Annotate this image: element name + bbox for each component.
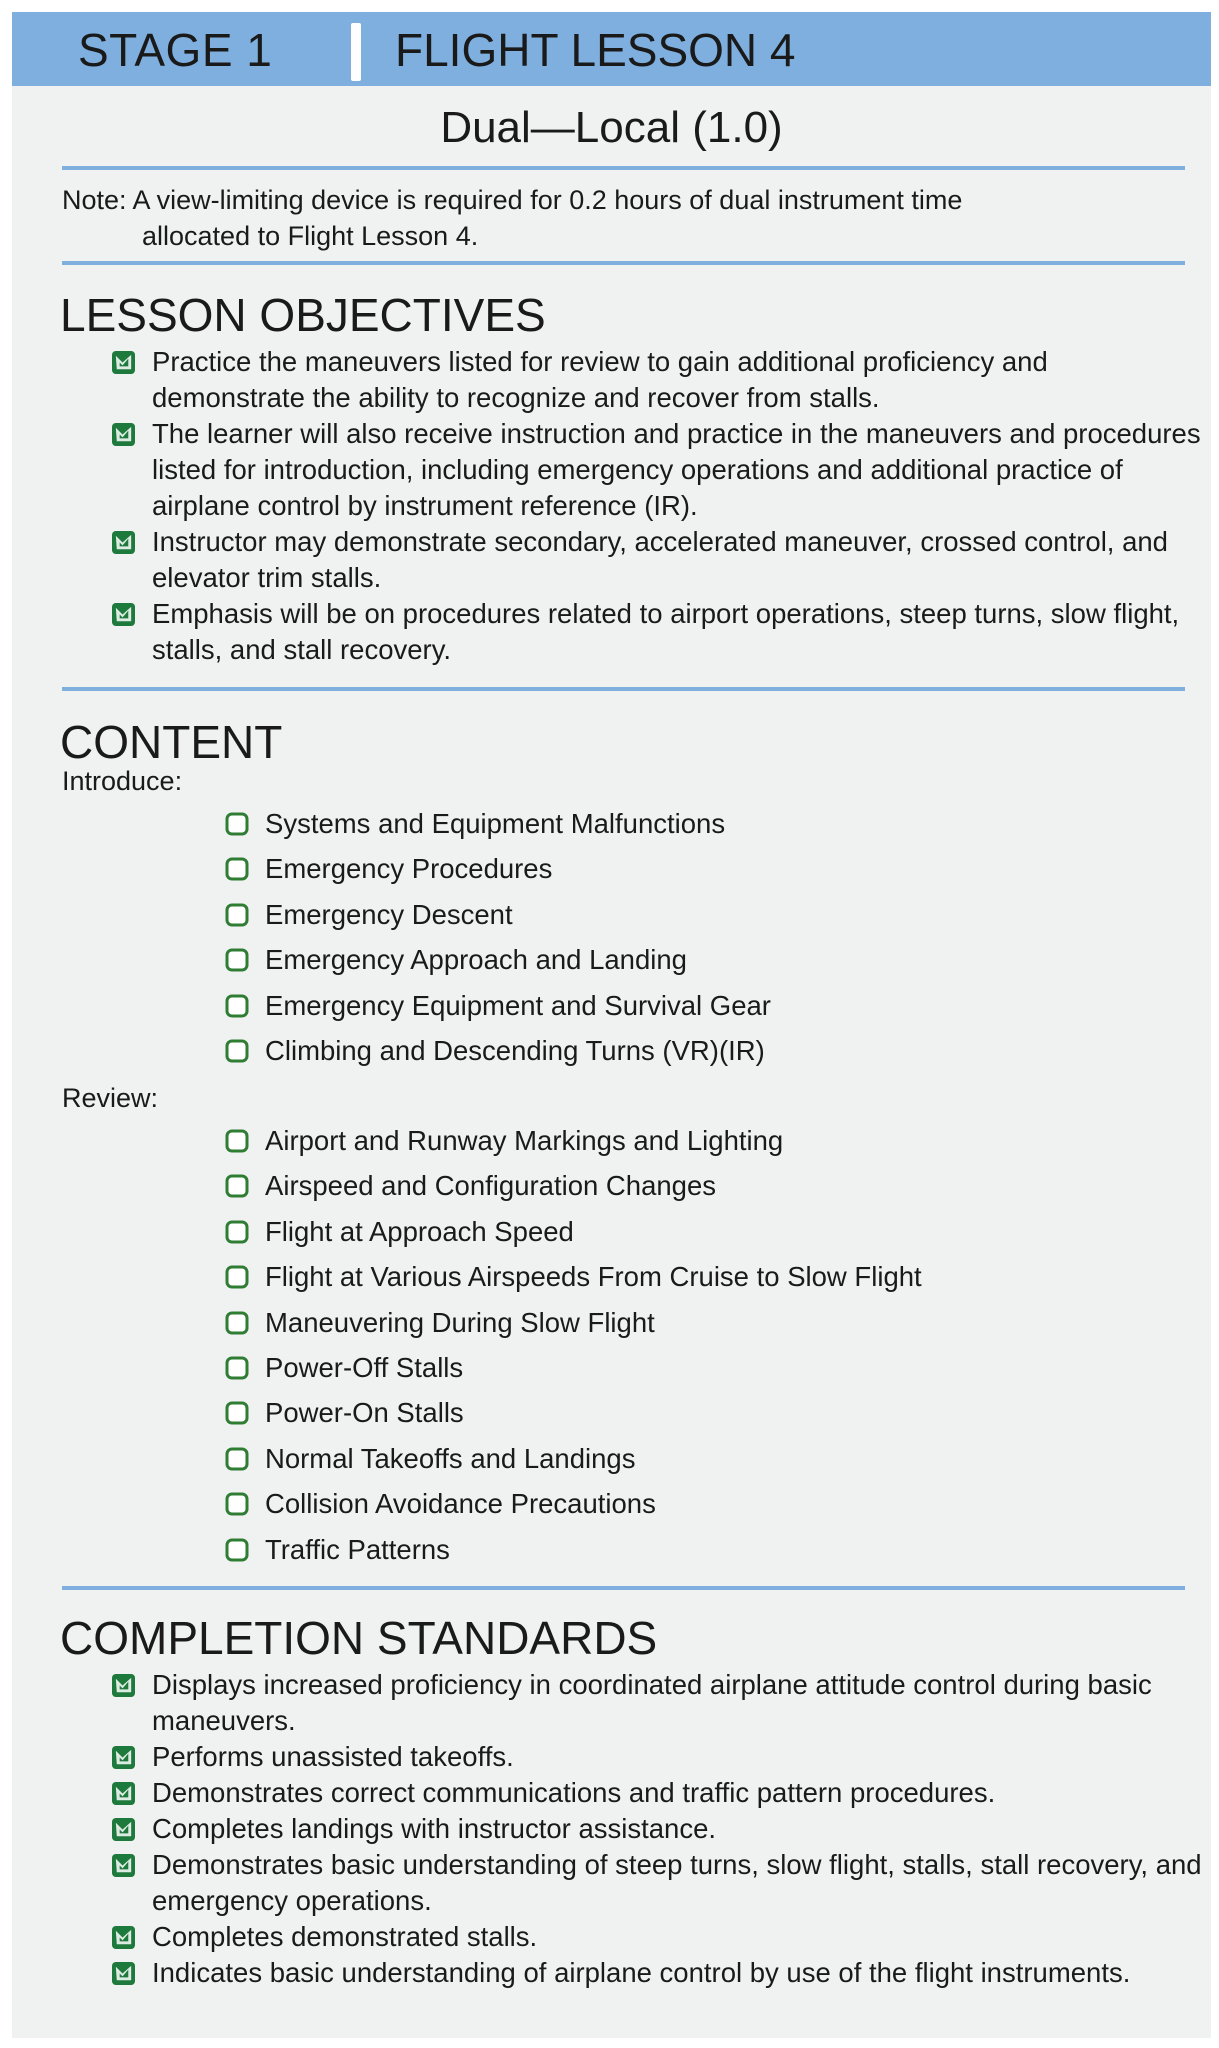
divider-rule (62, 166, 1185, 170)
green-check-square-icon (112, 351, 135, 374)
bullet-text: Demonstrates basic understanding of steep turns, slow flight, stalls, stall recovery, and emergency operations. (152, 1849, 1202, 1916)
empty-checkbox-icon (225, 903, 249, 927)
bullet-item (112, 1955, 1202, 1991)
checklist-item-text: Emergency Procedures (265, 853, 553, 885)
empty-checkbox-icon (225, 1265, 249, 1289)
checklist-item (225, 895, 1125, 940)
checklist-item (225, 1031, 1125, 1076)
bullet-text: Indicates basic understanding of airplane control by use of the flight instruments. (152, 1957, 1131, 1988)
bullet-text: Displays increased proficiency in coordinated airplane attitude control during basic maneuvers. (152, 1669, 1152, 1736)
objectives-list (112, 344, 1202, 668)
checklist-item-text: Flight at Various Airspeeds From Cruise to Slow Flight (265, 1261, 922, 1293)
checklist-item-text: Emergency Approach and Landing (265, 944, 687, 976)
bullet-text: The learner will also receive instruction and practice in the maneuvers and procedures listed for introduction, including emergency operations and additional practice of airplane control by instrument reference (IR). (152, 418, 1201, 521)
note (62, 182, 1172, 254)
empty-checkbox-icon (225, 1492, 249, 1516)
bullet-item (112, 416, 1202, 524)
empty-checkbox-icon (225, 1174, 249, 1198)
empty-checkbox-icon (225, 1401, 249, 1425)
green-check-square-icon (112, 1782, 135, 1805)
checklist-item-text: Maneuvering During Slow Flight (265, 1306, 655, 1338)
empty-checkbox-icon (225, 1447, 249, 1471)
checklist-item-text: Normal Takeoffs and Landings (265, 1442, 636, 1474)
checklist-item (225, 849, 1125, 894)
empty-checkbox-icon (225, 994, 249, 1018)
checklist-item-text: Airspeed and Configuration Changes (265, 1170, 716, 1202)
checklist-item (225, 1166, 1125, 1211)
bullet-item (112, 524, 1202, 596)
green-check-square-icon (112, 1674, 135, 1697)
checklist-item (225, 1212, 1125, 1257)
green-check-square-icon (112, 531, 135, 554)
checklist-item-text: Power-On Stalls (265, 1397, 464, 1429)
introduce-label: Introduce: (62, 766, 183, 796)
banner-divider (351, 23, 361, 81)
checklist-item (225, 804, 1125, 849)
green-check-square-icon (112, 1854, 135, 1877)
checklist-item-text: Systems and Equipment Malfunctions (265, 808, 726, 839)
checklist-item (225, 1484, 1125, 1529)
checklist-item-text: Airport and Runway Markings and Lighting (265, 1125, 784, 1156)
checklist-item-text: Emergency Descent (265, 898, 513, 930)
bullet-text: Emphasis will be on procedures related to airport operations, steep turns, slow flight, stalls, and stall recovery. (152, 598, 1180, 665)
green-check-square-icon (112, 1746, 135, 1769)
bullet-item (112, 344, 1202, 416)
checklist-item (225, 1257, 1125, 1302)
standards-list (112, 1667, 1202, 1991)
stage-label: STAGE 1 (78, 24, 273, 76)
lesson-title: FLIGHT LESSON 4 (395, 24, 796, 76)
checklist-item (225, 1121, 1125, 1166)
checklist-item-text: Flight at Approach Speed (265, 1215, 574, 1247)
empty-checkbox-icon (225, 1039, 249, 1063)
green-check-square-icon (112, 603, 135, 626)
bullet-text: Completes landings with instructor assistance. (152, 1813, 717, 1844)
bullet-item (112, 1775, 1202, 1811)
empty-checkbox-icon (225, 812, 249, 836)
empty-checkbox-icon (225, 1129, 249, 1153)
review-list (225, 1121, 1125, 1575)
checklist-item-text: Climbing and Descending Turns (VR)(IR) (265, 1034, 765, 1066)
bullet-text: Completes demonstrated stalls. (152, 1921, 538, 1952)
lesson-subtitle: Dual—Local (1.0) (440, 103, 783, 152)
bullet-item (112, 1847, 1202, 1919)
green-check-square-icon (112, 1818, 135, 1841)
standards-heading: COMPLETION STANDARDS (60, 1612, 658, 1664)
green-check-square-icon (112, 423, 135, 446)
checklist-item (225, 940, 1125, 985)
green-check-square-icon (112, 1926, 135, 1949)
bullet-item (112, 1811, 1202, 1847)
bullet-text: Practice the maneuvers listed for review to gain additional proficiency and demonstrate the ability to recognize and recover from stalls. (152, 346, 1048, 413)
header-banner (12, 12, 1211, 86)
empty-checkbox-icon (225, 948, 249, 972)
objectives-heading: LESSON OBJECTIVES (60, 289, 546, 341)
note-line-1: Note: A view-limiting device is required for 0.2 hours of dual instrument time (62, 185, 963, 215)
empty-checkbox-icon (225, 857, 249, 881)
checklist-item-text: Traffic Patterns (265, 1533, 450, 1565)
checklist-item (225, 1439, 1125, 1484)
checklist-item (225, 1530, 1125, 1575)
empty-checkbox-icon (225, 1311, 249, 1335)
bullet-text: Performs unassisted takeoffs. (152, 1741, 514, 1772)
checklist-item (225, 1348, 1125, 1393)
bullet-item (112, 1667, 1202, 1739)
introduce-list (225, 804, 1125, 1076)
lesson-card (12, 12, 1211, 2038)
empty-checkbox-icon (225, 1356, 249, 1380)
note-line-2: allocated to Flight Lesson 4. (142, 221, 479, 251)
bullet-item (112, 1739, 1202, 1775)
checklist-item-text: Emergency Equipment and Survival Gear (265, 989, 771, 1021)
content-heading: CONTENT (60, 716, 283, 768)
empty-checkbox-icon (225, 1220, 249, 1244)
review-label: Review: (62, 1083, 159, 1113)
divider-rule (62, 687, 1185, 691)
green-check-square-icon (112, 1962, 135, 1985)
bullet-text: Instructor may demonstrate secondary, accelerated maneuver, crossed control, and elevator trim stalls. (152, 526, 1168, 593)
bullet-item (112, 596, 1202, 668)
bullet-text: Demonstrates correct communications and traffic pattern procedures. (152, 1777, 996, 1808)
checklist-item (225, 1303, 1125, 1348)
divider-rule (62, 1586, 1185, 1590)
checklist-item-text: Power-Off Stalls (265, 1351, 464, 1383)
checklist-item (225, 986, 1125, 1031)
empty-checkbox-icon (225, 1538, 249, 1562)
bullet-item (112, 1919, 1202, 1955)
checklist-item-text: Collision Avoidance Precautions (265, 1488, 656, 1520)
checklist-item (225, 1393, 1125, 1438)
divider-rule (62, 261, 1185, 265)
